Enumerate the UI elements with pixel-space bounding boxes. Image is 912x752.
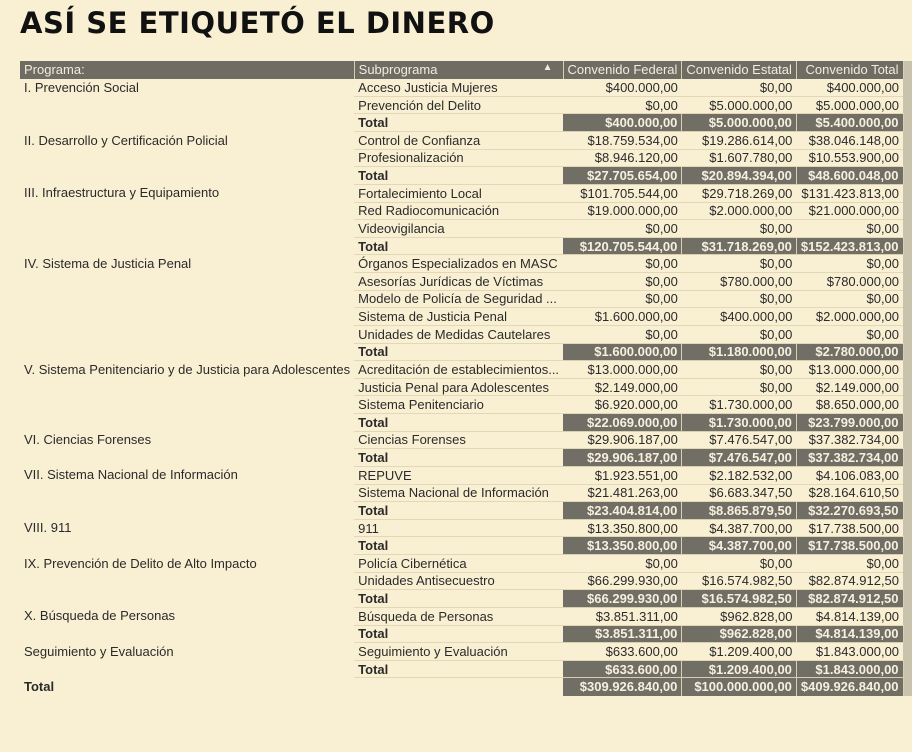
scrollbar-track[interactable] — [903, 396, 912, 414]
total-value: $37.382.734,00 — [796, 431, 903, 449]
federal-value: $18.759.534,00 — [563, 132, 682, 150]
scrollbar-track[interactable] — [903, 378, 912, 396]
subprogram-name: Sistema de Justicia Penal — [354, 308, 563, 326]
table-row[interactable] — [20, 361, 912, 379]
scrollbar-track[interactable] — [903, 660, 912, 678]
program-name: IX. Prevención de Delito de Alto Impacto — [24, 555, 257, 571]
total-value: $4.814.139,00 — [796, 607, 903, 625]
subtotal-label: Total — [354, 237, 563, 255]
grand-total-label: Total — [24, 679, 55, 695]
subprogram-name: Unidades Antisecuestro — [354, 572, 563, 590]
estatal-value: $4.387.700,00 — [682, 519, 797, 537]
scrollbar-track[interactable] — [903, 431, 912, 449]
subtotal-label: Total — [354, 167, 563, 185]
estatal-value: $6.683.347,50 — [682, 484, 797, 502]
total-value: $0,00 — [796, 325, 903, 343]
subtotal-label: Total — [354, 414, 563, 432]
column-header-subprograma[interactable]: Subprograma ▲ — [354, 61, 563, 79]
federal-value: $1.923.551,00 — [563, 466, 682, 484]
subtotal-estatal: $1.180.000,00 — [682, 343, 797, 361]
estatal-value: $1.209.400,00 — [682, 643, 797, 661]
estatal-value: $0,00 — [682, 290, 797, 308]
table-row[interactable] — [20, 466, 912, 484]
estatal-value: $1.730.000,00 — [682, 396, 797, 414]
subprogram-name: Prevención del Delito — [354, 96, 563, 114]
estatal-value: $0,00 — [682, 79, 797, 97]
program-name: Seguimiento y Evaluación — [24, 643, 174, 659]
subtotal-federal: $1.600.000,00 — [563, 343, 682, 361]
total-value: $0,00 — [796, 220, 903, 238]
subtotal-estatal: $1.730.000,00 — [682, 414, 797, 432]
total-value: $38.046.148,00 — [796, 132, 903, 150]
header-row — [20, 61, 912, 79]
total-value: $2.000.000,00 — [796, 308, 903, 326]
sort-ascending-icon[interactable]: ▲ — [542, 62, 553, 74]
subtotal-label: Total — [354, 449, 563, 467]
subtotal-total: $4.814.139,00 — [796, 625, 903, 643]
grand-total-federal: $309.926.840,00 — [563, 678, 682, 696]
grand-total-row[interactable] — [20, 678, 912, 696]
federal-value: $19.000.000,00 — [563, 202, 682, 220]
scrollbar-track[interactable] — [903, 519, 912, 537]
estatal-value: $0,00 — [682, 378, 797, 396]
subtotal-label: Total — [354, 537, 563, 555]
column-header-federal[interactable]: Convenido Federal — [563, 61, 682, 79]
subtotal-total: $1.843.000,00 — [796, 660, 903, 678]
subtotal-label: Total — [354, 343, 563, 361]
scrollbar-track[interactable] — [903, 343, 912, 361]
estatal-value: $962.828,00 — [682, 607, 797, 625]
program-name: V. Sistema Penitenciario y de Justicia para Adolescentes — [24, 361, 351, 377]
federal-value: $0,00 — [563, 96, 682, 114]
scrollbar-track[interactable] — [903, 678, 912, 696]
scrollbar-track[interactable] — [903, 79, 912, 97]
estatal-value: $0,00 — [682, 255, 797, 273]
scrollbar-track[interactable] — [903, 132, 912, 150]
scrollbar-track[interactable] — [903, 273, 912, 291]
total-value: $131.423.813,00 — [796, 184, 903, 202]
subprogram-name: Órganos Especializados en MASC — [354, 255, 563, 273]
total-value: $0,00 — [796, 255, 903, 273]
subprogram-name: Acceso Justicia Mujeres — [354, 79, 563, 97]
subtotal-federal: $23.404.814,00 — [563, 502, 682, 520]
subtotal-total: $2.780.000,00 — [796, 343, 903, 361]
scrollbar-track[interactable] — [903, 61, 912, 79]
estatal-value: $2.000.000,00 — [682, 202, 797, 220]
federal-value: $633.600,00 — [563, 643, 682, 661]
grand-total-total: $409.926.840,00 — [796, 678, 903, 696]
subtotal-estatal: $4.387.700,00 — [682, 537, 797, 555]
total-value: $13.000.000,00 — [796, 361, 903, 379]
scrollbar-track[interactable] — [903, 625, 912, 643]
subtotal-total: $37.382.734,00 — [796, 449, 903, 467]
subtotal-estatal: $20.894.394,00 — [682, 167, 797, 185]
federal-value: $2.149.000,00 — [563, 378, 682, 396]
grand-total-spacer — [354, 678, 563, 696]
scrollbar-track[interactable] — [903, 555, 912, 573]
subtotal-total: $152.423.813,00 — [796, 237, 903, 255]
federal-value: $13.000.000,00 — [563, 361, 682, 379]
federal-value: $66.299.930,00 — [563, 572, 682, 590]
table-row[interactable] — [20, 79, 912, 97]
table-row[interactable] — [20, 431, 912, 449]
subtotal-federal: $29.906.187,00 — [563, 449, 682, 467]
total-value: $21.000.000,00 — [796, 202, 903, 220]
table-row[interactable] — [20, 607, 912, 625]
column-header-estatal[interactable]: Convenido Estatal — [682, 61, 797, 79]
subtotal-federal: $27.705.654,00 — [563, 167, 682, 185]
total-value: $82.874.912,50 — [796, 572, 903, 590]
table-row[interactable] — [20, 132, 912, 150]
federal-value: $101.705.544,00 — [563, 184, 682, 202]
subtotal-total: $82.874.912,50 — [796, 590, 903, 608]
subtotal-federal: $3.851.311,00 — [563, 625, 682, 643]
subtotal-estatal: $1.209.400,00 — [682, 660, 797, 678]
subprogram-name: Modelo de Policía de Seguridad ... — [354, 290, 563, 308]
column-header-programa[interactable]: Programa: — [20, 61, 354, 79]
estatal-value: $1.607.780,00 — [682, 149, 797, 167]
grand-total-estatal: $100.000.000,00 — [682, 678, 797, 696]
subtotal-federal: $22.069.000,00 — [563, 414, 682, 432]
scrollbar-track[interactable] — [903, 96, 912, 114]
program-name: X. Búsqueda de Personas — [24, 608, 176, 624]
estatal-value: $19.286.614,00 — [682, 132, 797, 150]
table-row[interactable] — [20, 519, 912, 537]
estatal-value: $5.000.000,00 — [682, 96, 797, 114]
subtotal-label: Total — [354, 114, 563, 132]
subprogram-name: Justicia Penal para Adolescentes — [354, 378, 563, 396]
subprogram-name: REPUVE — [354, 466, 563, 484]
subprogram-name: Fortalecimiento Local — [354, 184, 563, 202]
subprogram-name: Sistema Penitenciario — [354, 396, 563, 414]
estatal-value: $0,00 — [682, 325, 797, 343]
total-value: $5.000.000,00 — [796, 96, 903, 114]
federal-value: $0,00 — [563, 273, 682, 291]
subtotal-total: $32.270.693,50 — [796, 502, 903, 520]
total-value: $10.553.900,00 — [796, 149, 903, 167]
estatal-value: $0,00 — [682, 361, 797, 379]
subprogram-name: Videovigilancia — [354, 220, 563, 238]
subtotal-federal: $120.705.544,00 — [563, 237, 682, 255]
federal-value: $6.920.000,00 — [563, 396, 682, 414]
subtotal-estatal: $7.476.547,00 — [682, 449, 797, 467]
subprogram-name: Ciencias Forenses — [354, 431, 563, 449]
scrollbar-track[interactable] — [903, 184, 912, 202]
subtotal-total: $5.400.000,00 — [796, 114, 903, 132]
total-value: $780.000,00 — [796, 273, 903, 291]
scrollbar-track[interactable] — [903, 643, 912, 661]
scrollbar-track[interactable] — [903, 537, 912, 555]
total-value: $400.000,00 — [796, 79, 903, 97]
subtotal-label: Total — [354, 625, 563, 643]
scrollbar-track[interactable] — [903, 308, 912, 326]
subtotal-total: $48.600.048,00 — [796, 167, 903, 185]
estatal-value: $29.718.269,00 — [682, 184, 797, 202]
scrollbar-track[interactable] — [903, 572, 912, 590]
estatal-value: $0,00 — [682, 555, 797, 573]
federal-value: $0,00 — [563, 255, 682, 273]
page-title: ASÍ SE ETIQUETÓ EL DINERO — [20, 6, 495, 40]
scrollbar-track[interactable] — [903, 220, 912, 238]
scrollbar-track[interactable] — [903, 114, 912, 132]
total-value: $8.650.000,00 — [796, 396, 903, 414]
federal-value: $29.906.187,00 — [563, 431, 682, 449]
program-name: IV. Sistema de Justicia Penal — [24, 255, 192, 271]
subprogram-name: Sistema Nacional de Información — [354, 484, 563, 502]
subprogram-name: Búsqueda de Personas — [354, 607, 563, 625]
program-name: I. Prevención Social — [24, 79, 139, 95]
scrollbar-track[interactable] — [903, 255, 912, 273]
estatal-value: $2.182.532,00 — [682, 466, 797, 484]
program-name: VII. Sistema Nacional de Información — [24, 467, 238, 483]
subtotal-estatal: $8.865.879,50 — [682, 502, 797, 520]
subtotal-federal: $13.350.800,00 — [563, 537, 682, 555]
scrollbar-track[interactable] — [903, 590, 912, 608]
program-name: VI. Ciencias Forenses — [24, 432, 152, 448]
subprogram-name: Profesionalización — [354, 149, 563, 167]
program-name: III. Infraestructura y Equipamiento — [24, 185, 220, 201]
scrollbar-track[interactable] — [903, 149, 912, 167]
subtotal-total: $23.799.000,00 — [796, 414, 903, 432]
scrollbar-track[interactable] — [903, 502, 912, 520]
estatal-value: $400.000,00 — [682, 308, 797, 326]
total-value: $0,00 — [796, 555, 903, 573]
table-row[interactable] — [20, 555, 912, 573]
program-name: VIII. 911 — [24, 520, 72, 536]
scrollbar-track[interactable] — [903, 449, 912, 467]
federal-value: $13.350.800,00 — [563, 519, 682, 537]
total-value: $1.843.000,00 — [796, 643, 903, 661]
scrollbar-track[interactable] — [903, 325, 912, 343]
budget-table — [20, 61, 912, 696]
subprogram-name: 911 — [354, 519, 563, 537]
total-value: $2.149.000,00 — [796, 378, 903, 396]
subprogram-name: Unidades de Medidas Cautelares — [354, 325, 563, 343]
subtotal-federal: $633.600,00 — [563, 660, 682, 678]
subprogram-name: Seguimiento y Evaluación — [354, 643, 563, 661]
subtotal-federal: $66.299.930,00 — [563, 590, 682, 608]
federal-value: $0,00 — [563, 555, 682, 573]
federal-value: $400.000,00 — [563, 79, 682, 97]
subtotal-label: Total — [354, 590, 563, 608]
column-header-total[interactable]: Convenido Total — [796, 61, 903, 79]
total-value: $4.106.083,00 — [796, 466, 903, 484]
scrollbar-track[interactable] — [903, 607, 912, 625]
subprogram-name: Control de Confianza — [354, 132, 563, 150]
estatal-value: $780.000,00 — [682, 273, 797, 291]
subtotal-estatal: $5.000.000,00 — [682, 114, 797, 132]
subprogram-name: Acreditación de establecimientos... — [354, 361, 563, 379]
subtotal-total: $17.738.500,00 — [796, 537, 903, 555]
scrollbar-track[interactable] — [903, 466, 912, 484]
scrollbar-track[interactable] — [903, 167, 912, 185]
table-row[interactable] — [20, 184, 912, 202]
federal-value: $1.600.000,00 — [563, 308, 682, 326]
total-value: $17.738.500,00 — [796, 519, 903, 537]
federal-value: $21.481.263,00 — [563, 484, 682, 502]
total-value: $28.164.610,50 — [796, 484, 903, 502]
scrollbar-track[interactable] — [903, 361, 912, 379]
subprogram-name: Red Radiocomunicación — [354, 202, 563, 220]
subtotal-label: Total — [354, 502, 563, 520]
subtotal-federal: $400.000,00 — [563, 114, 682, 132]
subtotal-estatal: $16.574.982,50 — [682, 590, 797, 608]
federal-value: $0,00 — [563, 325, 682, 343]
federal-value: $3.851.311,00 — [563, 607, 682, 625]
table-row[interactable] — [20, 255, 912, 273]
scrollbar-track[interactable] — [903, 484, 912, 502]
estatal-value: $0,00 — [682, 220, 797, 238]
subtotal-estatal: $962.828,00 — [682, 625, 797, 643]
table-body — [20, 79, 912, 696]
table-row[interactable] — [20, 643, 912, 661]
scrollbar-track[interactable] — [903, 290, 912, 308]
subprogram-name: Policía Cibernética — [354, 555, 563, 573]
subprogram-name: Asesorías Jurídicas de Víctimas — [354, 273, 563, 291]
federal-value: $8.946.120,00 — [563, 149, 682, 167]
total-value: $0,00 — [796, 290, 903, 308]
federal-value: $0,00 — [563, 290, 682, 308]
program-name: II. Desarrollo y Certificación Policial — [24, 132, 228, 148]
subtotal-estatal: $31.718.269,00 — [682, 237, 797, 255]
scrollbar-track[interactable] — [903, 414, 912, 432]
federal-value: $0,00 — [563, 220, 682, 238]
subtotal-label: Total — [354, 660, 563, 678]
scrollbar-track[interactable] — [903, 237, 912, 255]
scrollbar-track[interactable] — [903, 202, 912, 220]
estatal-value: $7.476.547,00 — [682, 431, 797, 449]
estatal-value: $16.574.982,50 — [682, 572, 797, 590]
